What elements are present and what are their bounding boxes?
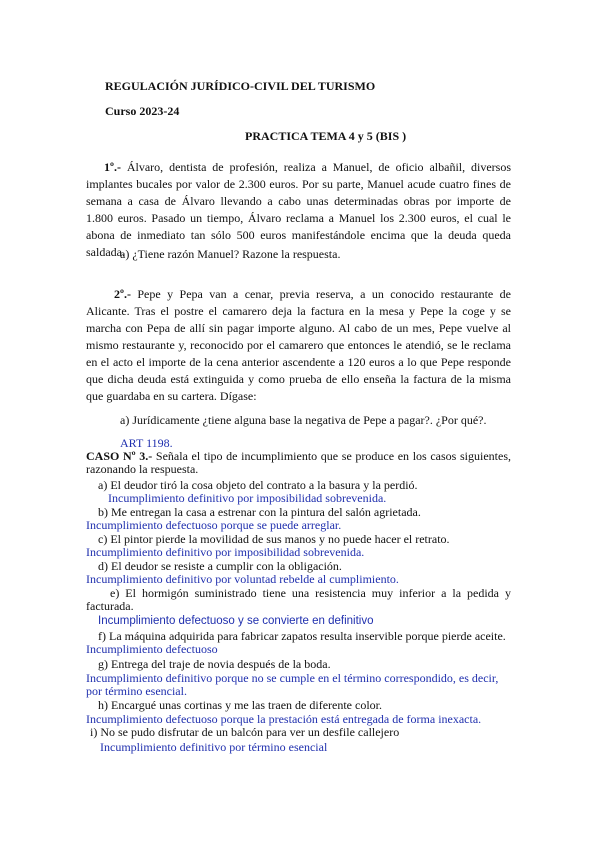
case1-question: a) ¿Tiene razón Manuel? Razone la respuesta. [120, 247, 341, 261]
case1-line-5: abona de inmediato tan sólo 500 euros manifestándole encima que la deuda queda [86, 228, 511, 242]
case2-lead: 2º.- [114, 287, 131, 301]
case3-item-e-question-2: facturada. [86, 599, 134, 613]
case3-item-c-answer: Incumplimiento definitivo por imposibilidad sobrevenida. [86, 545, 365, 559]
case3-item-i-answer: Incumplimiento definitivo por término esencial [100, 740, 328, 754]
case3-item-h-question: h) Encargué unas cortinas y me las traen de diferente color. [98, 698, 382, 712]
case3-item-i-question: i) No se pudo disfrutar de un balcón para ver un desfile callejero [90, 725, 400, 739]
case3-item-e-answer: Incumplimiento defectuoso y se convierte en definitivo [98, 615, 374, 627]
case3-item-f-answer: Incumplimiento defectuoso [86, 642, 218, 656]
case3-item-a-answer: Incumplimiento definitivo por imposibilidad sobrevenida. [108, 491, 387, 505]
case1-line-4: 1.800 euros. Pasado un tiempo, Álvaro reclama a Manuel los 2.300 euros, el cual le [86, 211, 511, 225]
case2-answer: ART 1198. [120, 436, 173, 450]
case1-line-last: saldada. [86, 245, 125, 259]
practice-title: PRACTICA TEMA 4 y 5 (BIS ) [245, 129, 407, 143]
course-label: Curso 2023-24 [105, 104, 180, 118]
case2-line-3: marcha con Pepa de allí sin pagar importe alguno. Al cabo de un mes, Pepe vuelve al [86, 321, 511, 335]
case1-line-3: semana a casa de Álvaro llevando a cabo unas determinadas obras por importe de [86, 194, 511, 208]
case2-line-1: 2º.- Pepe y Pepa van a cenar, previa reserva, a un conocido restaurante de [114, 287, 511, 301]
case1-line-2: implantes bucales por valor de 2.300 euros. Por su parte, Manuel acude cuatro fines de [86, 177, 511, 191]
case3-item-g-answer-2: por término esencial. [86, 684, 187, 698]
case1-lead: 1º.- [104, 160, 121, 174]
case1-line-1: 1º.- Álvaro, dentista de profesión, realiza a Manuel, de oficio albañil, diversos [104, 160, 511, 174]
case2-question: a) Jurídicamente ¿tiene alguna base la negativa de Pepe a pagar?. ¿Por qué?. [120, 413, 487, 427]
case2-line-7: que guardaba en su cartera. Dígase: [86, 389, 257, 403]
case2-line-4: mismo restaurante y, reconocido por el camarero que entonces le atendió, se le reclama [86, 338, 511, 352]
case3-lead: CASO Nº 3.- [86, 449, 153, 463]
case3-item-g-question: g) Entrega del traje de novia después de la boda. [98, 657, 331, 671]
case3-item-b-question: b) Me entregan la casa a estrenar con la pintura del salón agrietada. [98, 505, 421, 519]
case2-line-2: Alicante. Tras el postre el camarero deja la factura en la mesa y Pepe la coge y se [86, 304, 511, 318]
document-title: REGULACIÓN JURÍDICO-CIVIL DEL TURISMO [105, 79, 376, 93]
case3-item-e-question-1: e) El hormigón suministrado tiene una resistencia muy inferior a la pedida y [110, 586, 511, 600]
case3-item-d-answer: Incumplimiento definitivo por voluntad rebelde al cumplimiento. [86, 572, 399, 586]
case3-item-g-answer-1: Incumplimiento definitivo porque no se cumple en el término correspondido, es decir, [86, 671, 499, 685]
case3-item-c-question: c) El pintor pierde la movilidad de sus manos y no puede hacer el retrato. [98, 532, 450, 546]
case2-line-6: que dicha deuda está extinguida y como prueba de ello enseña la factura de la misma [86, 372, 511, 386]
case3-item-f-question: f) La máquina adquirida para fabricar zapatos resulta inservible porque pierde aceite. [98, 629, 506, 643]
case2-line-5: en el acto el importe de la cena anterior ascendente a 120 euros a lo que Pepe responde [86, 355, 511, 369]
case3-item-b-answer: Incumplimiento defectuoso porque se puede arreglar. [86, 518, 342, 532]
case3-line-2: razonando la respuesta. [86, 462, 199, 476]
case3-item-h-answer: Incumplimiento defectuoso porque la prestación está entregada de forma inexacta. [86, 712, 482, 726]
case3-item-a-question: a) El deudor tiró la cosa objeto del contrato a la basura y la perdió. [98, 478, 418, 492]
case3-line-1: CASO Nº 3.- Señala el tipo de incumplimiento que se produce en los casos siguientes, [86, 449, 511, 463]
case3-item-d-question: d) El deudor se resiste a cumplir con la obligación. [98, 559, 342, 573]
